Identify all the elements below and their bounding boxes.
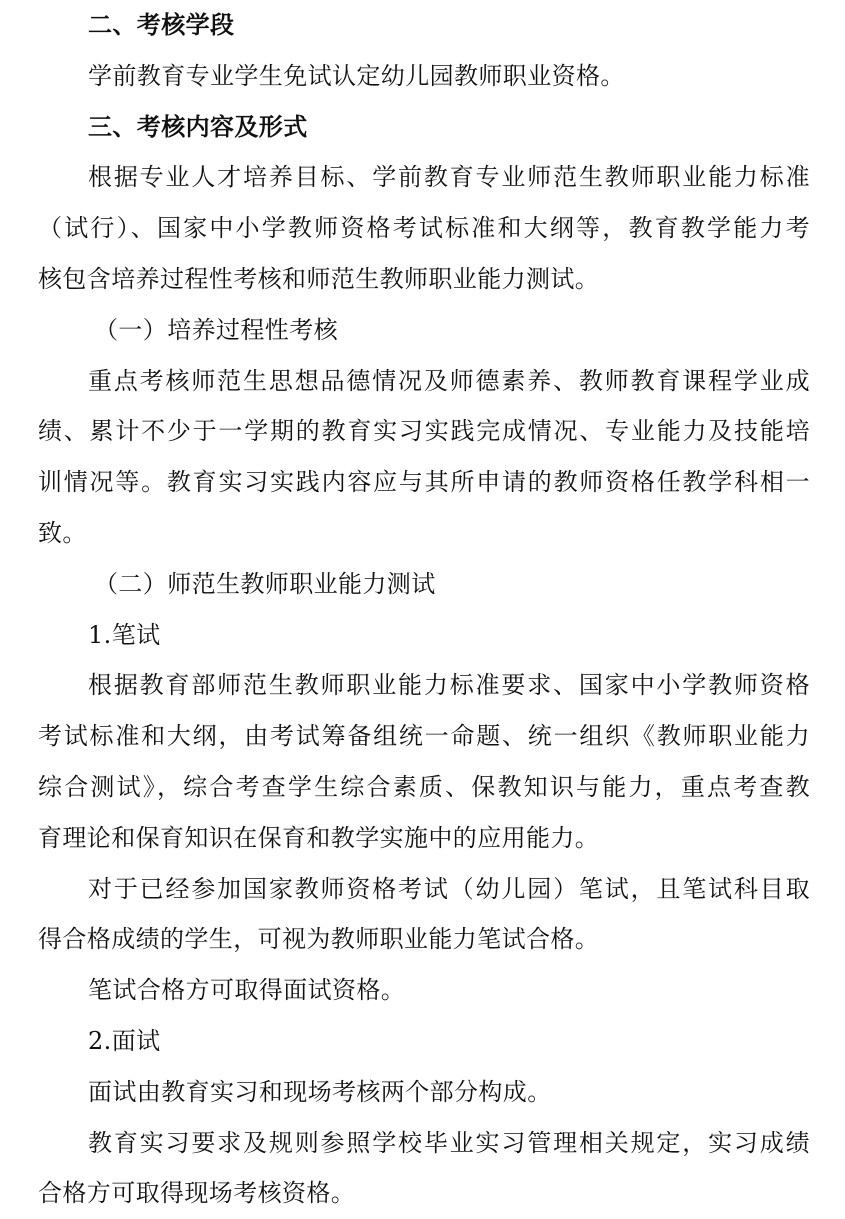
paragraph-line: 考试标准和大纲，由考试筹备组统一命题、统一组织《教师职业能力 — [38, 722, 810, 751]
section-two-heading: 二、考核学段 — [88, 10, 235, 39]
paragraph-line: 绩、累计不少于一学期的教育实习实践完成情况、专业能力及技能培 — [38, 417, 810, 446]
section-two-body: 学前教育专业学生免试认定幼儿园教师职业资格。 — [88, 61, 625, 90]
paragraph-line: 核包含培养过程性考核和师范生教师职业能力测试。 — [38, 264, 600, 293]
item-one-paragraph-2 — [38, 864, 810, 966]
paragraph-line: 致。 — [38, 518, 87, 547]
paragraph-line: 根据教育部师范生教师职业能力标准要求、国家中小学教师资格 — [88, 671, 810, 700]
paragraph-line: 教育实习要求及规则参照学校毕业实习管理相关规定，实习成绩 — [88, 1128, 810, 1157]
paragraph-line: （试行）、国家中小学教师资格考试标准和大纲等，教育教学能力考 — [38, 214, 810, 243]
section-three-paragraph — [38, 152, 810, 304]
document-page — [38, 0, 810, 1219]
paragraph-line: 综合测试》，综合考查学生综合素质、保教知识与能力，重点考查教 — [38, 772, 810, 801]
paragraph-line: 根据专业人才培养目标、学前教育专业师范生教师职业能力标准 — [88, 163, 810, 192]
item-one-heading: 1.笔试 — [88, 620, 161, 649]
item-one-paragraph-3: 笔试合格方可取得面试资格。 — [88, 976, 406, 1005]
item-two-paragraph-2 — [38, 1118, 810, 1219]
subsection-two-heading: （二）师范生教师职业能力测试 — [94, 569, 436, 598]
paragraph-line: 对于已经参加国家教师资格考试（幼儿园）笔试，且笔试科目取 — [88, 874, 810, 903]
item-one-paragraph-1 — [38, 660, 810, 863]
section-three-heading: 三、考核内容及形式 — [88, 111, 308, 141]
paragraph-line: 重点考核师范生思想品德情况及师德素养、教师教育课程学业成 — [88, 366, 810, 395]
paragraph-line: 育理论和保育知识在保育和教学实施中的应用能力。 — [38, 823, 600, 852]
item-two-paragraph-1: 面试由教育实习和现场考核两个部分构成。 — [88, 1077, 552, 1106]
paragraph-line: 得合格成绩的学生，可视为教师职业能力笔试合格。 — [38, 925, 600, 954]
subsection-one-heading: （一）培养过程性考核 — [94, 315, 338, 344]
paragraph-line: 训情况等。教育实习实践内容应与其所申请的教师资格任教学科相一 — [38, 468, 810, 497]
paragraph-line: 合格方可取得现场考核资格。 — [38, 1179, 356, 1208]
item-two-heading: 2.面试 — [88, 1026, 161, 1055]
subsection-one-paragraph — [38, 356, 810, 559]
